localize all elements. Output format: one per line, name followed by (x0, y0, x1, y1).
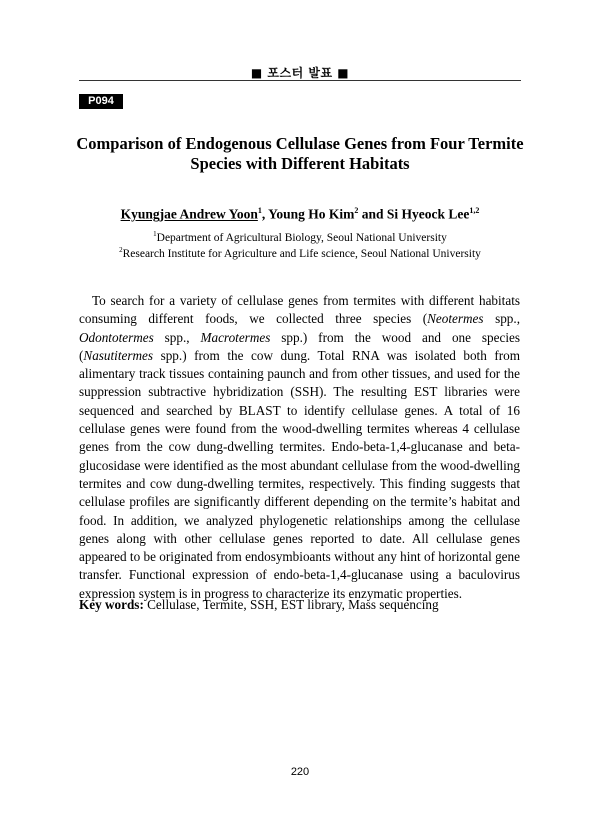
author-separator: , (261, 206, 269, 222)
affiliation-text: Department of Agricultural Biology, Seoul National University (156, 231, 447, 244)
abstract-text (79, 292, 520, 603)
poster-code-badge: P094 (79, 94, 123, 109)
keywords-label: Key words: (79, 597, 144, 612)
affiliation (0, 230, 600, 244)
paper-title-line-1: Comparison of Endogenous Cellulase Genes from Four Termite (76, 134, 524, 153)
abstract-segment: To search for a variety of cellulase genes from termites with different habitats consuming different foods, we collected three species ( (79, 293, 520, 327)
author-name: Si Hyeock Lee (386, 206, 470, 222)
species-name: Nasutitermes (83, 347, 154, 363)
affiliation-mark: 2 (119, 246, 123, 254)
keywords-list: Cellulase, Termite, SSH, EST library, Mass sequencing (143, 597, 439, 612)
abstract-segment: spp.) from the cow dung. Total RNA was isolated both from alimentary track tissues containing paunch and from other tissues, and used for the suppression subtractive hybridization (SSH). The resulting EST libraries were sequenced and searched by BLAST to identify cellulase genes. A total of 16 cellulase genes were found from the wood-dwelling termites whereas 4 cellulase genes from the cow dung-dwelling termites. Endo-beta-1,4-glucanase and beta-glucosidase were identified as the most abundant cellulase from the wood-dwelling termites and cow dung-dwelling termites, respectively. This finding suggests that cellulase profiles are significantly different depending on the termite’s habitat and food. In addition, we analyzed phylogenetic relationships among the cellulase genes along with other cellulase genes reported to date. All cellulase genes appeared to be originated from endosymbioants without any hint of horizontal gene transfer. Functional expression of endo-beta-1,4-glucanase using a baculovirus expression system is in progress to characterize its enzymatic properties. (79, 347, 520, 601)
affiliation-text: Research Institute for Agriculture and Life science, Seoul National University (122, 247, 481, 260)
species-name: Odontotermes (79, 329, 154, 345)
author-affiliation-mark: 1,2 (469, 206, 480, 215)
author-affiliation-mark: 1 (257, 206, 262, 215)
author-name: Kyungjae Andrew Yoon (120, 206, 258, 222)
author-name: Young Ho Kim (268, 206, 355, 222)
affiliation (0, 246, 600, 260)
author-list (0, 206, 600, 223)
abstract-segment: spp., (153, 329, 201, 345)
abstract-segment: spp.) from the wood and one species ( (79, 329, 520, 363)
species-name: Neotermes (427, 311, 484, 327)
paper-title-line-2: Species with Different Habitats (190, 154, 410, 173)
affiliation-mark: 1 (153, 230, 157, 238)
author-conjunction: and (358, 206, 387, 222)
section-header: ■ 포스터 발표 ■ (250, 66, 350, 80)
species-name: Macrotermes (200, 329, 271, 345)
header-divider (79, 80, 521, 81)
keywords (79, 597, 520, 613)
abstract-segment: spp., (483, 311, 520, 327)
paper-title (70, 134, 530, 174)
page-number: 220 (290, 766, 310, 778)
author-affiliation-mark: 2 (354, 206, 359, 215)
